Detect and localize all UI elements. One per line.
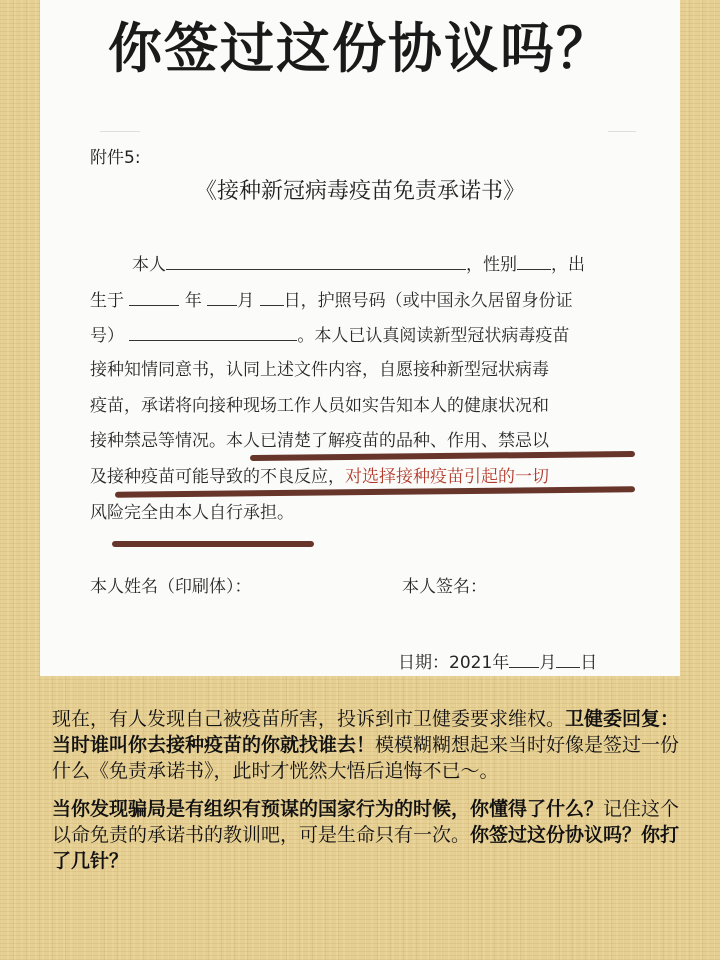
form-text-line: 接种禁忌等情况。本人已清楚了解疫苗的品种、作用、禁忌以 <box>90 431 549 451</box>
divider <box>608 131 636 132</box>
ink-underline <box>112 541 314 547</box>
signature-label: 本人签名： <box>402 577 487 597</box>
commentary-paragraph-1: 现在，有人发现自己被疫苗所害，投诉到市卫健委要求维权。卫健委回复：当时谁叫你去接种疫苗的你就找谁去！模模糊糊想起来当时好像是签过一份什么《免责承诺书》，此时才恍然大悟后追悔不已～。 <box>52 708 680 782</box>
form-text-line: 疫苗，承诺将向接种现场工作人员如实告知本人的健康状况和 <box>90 396 549 416</box>
form-text-line: 及接种疫苗可能导致的不良反应，对选择接种疫苗引起的一切 <box>90 467 549 487</box>
printed-name-label: 本人姓名（印刷体）： <box>90 577 252 597</box>
attachment-label: 附件5: <box>90 148 141 168</box>
form-text-line: 接种知情同意书，认同上述文件内容，自愿接种新型冠状病毒 <box>90 360 549 380</box>
form-line-birth: 生于 年 月 日，护照号码（或中国永久居留身份证 <box>90 287 573 313</box>
commentary-paragraph-2: 当你发现骗局是有组织有预谋的国家行为的时候，你懂得了什么？记住这个以命免责的承诺书的教训吧，可是生命只有一次。你签过这份协议吗？你打了几针？ <box>52 798 680 872</box>
page-title: 你签过这份协议吗？ <box>108 17 612 80</box>
date-line: 日期：2021年 月 日 <box>398 649 597 675</box>
commentary <box>52 706 682 886</box>
divider <box>100 131 140 132</box>
document-card <box>40 0 680 676</box>
document-title: 《接种新冠病毒疫苗免责承诺书》 <box>194 179 525 204</box>
form-text-line: 风险完全由本人自行承担。 <box>90 503 294 523</box>
form-line-name: 本人 ，性别 ，出 <box>132 251 585 277</box>
form-line-id: 号） 。本人已认真阅读新型冠状病毒疫苗 <box>90 322 569 348</box>
red-highlight-text: 对选择接种疫苗引起的一切 <box>345 467 549 487</box>
